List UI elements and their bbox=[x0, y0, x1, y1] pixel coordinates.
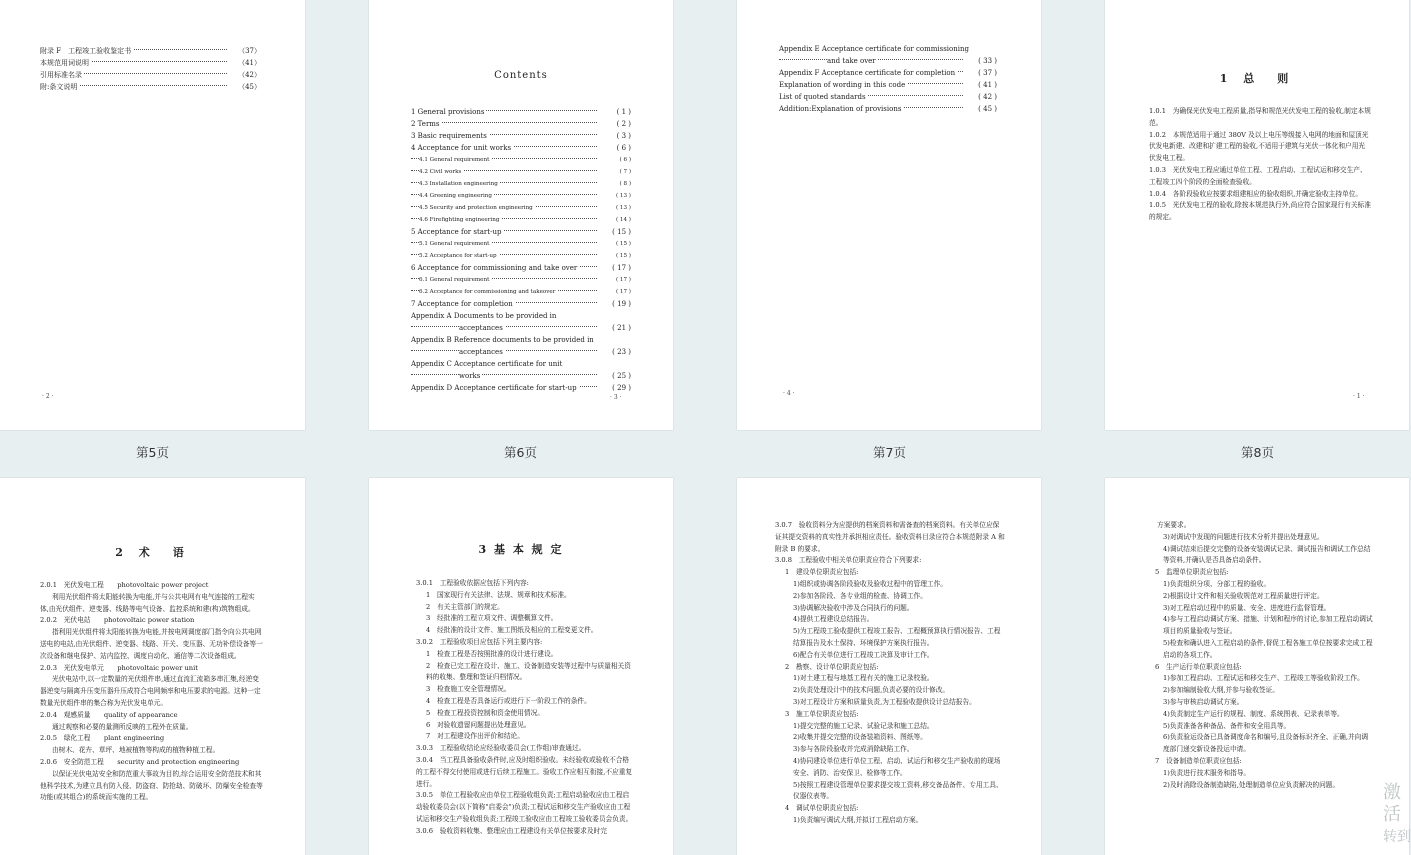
page-caption[interactable]: 第8页 bbox=[1241, 445, 1274, 460]
paragraph: 3)参与审核启动调试方案。 bbox=[1163, 697, 1244, 706]
toc-entry: acceptances ( 21 ) bbox=[411, 322, 631, 334]
paragraph: 7 设备制造单位职责应包括: bbox=[1155, 756, 1242, 765]
paragraph: 6)配合有关单位进行工程竣工决算及审计工作。 bbox=[793, 650, 934, 659]
page-number: · 3 · bbox=[610, 394, 622, 401]
thumb-page-10[interactable] bbox=[369, 478, 673, 855]
paragraph: 3)对工程启动过程中的质量、安全、进度进行监督管理。 bbox=[1163, 603, 1331, 612]
toc-entry: 引用标准名录 （42） bbox=[40, 71, 261, 79]
paragraph: 3.0.5 单位工程验收应由单位工程验收组负责;工程启动验收应由工程启动验收委员会(以下简称"启委会")负责;工程试运和移交生产验收应由工程试运和移交生产验收组负责;工程竣工验收应由工程竣工验收委员会负责。 bbox=[416, 791, 633, 823]
toc-entry: 7 Acceptance for completion ( 19 ) bbox=[411, 300, 631, 308]
paragraph: 1)参加工程启动、工程试运和移交生产、工程竣工等验收阶段工作。 bbox=[1163, 674, 1364, 683]
paragraph: 3.0.6 验收资料收集、整理应由工程建设有关单位按要求及时完 bbox=[416, 826, 607, 835]
paragraph: 4)参与工程启动调试方案、措施、计划和程序的讨论,参加工程启动调试项目的质量验收与签证。 bbox=[1163, 615, 1373, 636]
toc-entry: 6 Acceptance for commissioning and take over ( 17 ) bbox=[411, 264, 631, 272]
toc-entry: 1 General provisions ( 1 ) bbox=[411, 108, 631, 116]
paragraph: 1.0.3 光伏发电工程应通过单位工程、工程启动、工程试运和移交生产、工程竣工四个阶段的全面检查验收。 bbox=[1149, 165, 1367, 186]
paragraph: 2)根据设计文件和相关验收规范对工程质量进行评定。 bbox=[1163, 591, 1324, 600]
paragraph: 光伏电站中,以一定数量的光伏组件串,通过直流汇流箱多串汇集,经逆变器逆变与隔离升压变压器升压成符合电网频率和电压要求的电源。这种一定数量光伏组件串的集合称为光伏发电单元。 bbox=[40, 675, 261, 707]
page-caption[interactable]: 第6页 bbox=[504, 445, 537, 460]
paragraph: 由树木、花卉、草坪、地被植物等构成的植物种植工程。 bbox=[52, 746, 220, 755]
toc bbox=[411, 106, 631, 394]
toc-entry: 4.6 Firefighting engineering ( 14 ) bbox=[411, 214, 631, 226]
paragraph: 5)按照工程建设管理单位要求提交竣工资料,移交备品备件、专用工具、仪器仪表等。 bbox=[793, 780, 1003, 801]
thumb-page-5[interactable] bbox=[0, 0, 305, 430]
thumb-page-6[interactable] bbox=[369, 0, 673, 430]
paragraph: 3.0.1 工程验收依据应包括下列内容: bbox=[416, 579, 529, 587]
page-body bbox=[416, 578, 635, 838]
paragraph: 5 检查工程投资控制和资金使用情况。 bbox=[426, 708, 544, 717]
toc-entry: List of quoted standards ( 42 ) bbox=[779, 93, 997, 101]
paragraph: 3.0.3 工程验收结论应经验收委员会(工作组)审查通过。 bbox=[416, 744, 586, 753]
paragraph: 1)组织或协调各阶段验收及验收过程中的管理工作。 bbox=[793, 579, 947, 588]
toc-entry: Appendix F Acceptance certificate for completion ( 37 ) bbox=[779, 69, 997, 77]
paragraph: 2 勘察、设计单位职责应包括: bbox=[785, 662, 879, 671]
toc-entry: 附录 F 工程竣工验收鉴定书 （37） bbox=[40, 47, 261, 55]
toc-entry: Explanation of wording in this code ( 41 ) bbox=[779, 81, 997, 89]
paragraph: 方案要求。 bbox=[1157, 521, 1191, 529]
paragraph: 3.0.8 工程验收中相关单位职责应符合下列要求: bbox=[775, 556, 922, 565]
paragraph: 3)协调解决验收中涉及合同执行的问题。 bbox=[793, 603, 914, 612]
paragraph: 2 检查已完工程在设计、施工、设备制造安装等过程中与质量相关资料的收集、整理和签证归档情况。 bbox=[426, 661, 631, 682]
page-title: 3 基 本 规 定 bbox=[478, 543, 564, 556]
paragraph: 2.0.3 光伏发电单元 photovoltaic power unit bbox=[40, 663, 198, 672]
paragraph: 1.0.5 光伏发电工程的验收,除按本规范执行外,尚应符合国家现行有关标准的规定。 bbox=[1149, 201, 1371, 222]
paragraph: 2.0.2 光伏电站 photovoltaic power station bbox=[40, 616, 195, 625]
paragraph: 4)负责制定生产运行的规程、制度、系统图表、记录表单等。 bbox=[1163, 709, 1344, 718]
toc-entry: works ( 25 ) bbox=[411, 370, 631, 382]
page-title: 2 术 语 bbox=[115, 546, 190, 559]
toc-entry: 4 Acceptance for unit works ( 6 ) bbox=[411, 144, 631, 152]
toc-entry: acceptances ( 23 ) bbox=[411, 346, 631, 358]
paragraph: 1 检查工程是否按照批准的设计进行建设。 bbox=[426, 649, 558, 658]
toc-entry: 附:条文说明 （45） bbox=[40, 83, 261, 91]
paragraph: 指利用光伏组件将太阳能转换为电能,并按电网调度部门指令向公共电网送电的电站,由光伏组件、逆变器、线路、开关、变压器、无功补偿设备等一次设备和继电保护、站内监控、调度自动化、通信等二次设备组成。 bbox=[40, 628, 263, 660]
paragraph: 2.0.5 绿化工程 plant engineering bbox=[40, 734, 165, 743]
paragraph: 6 对验收遗留问题提出处理意见。 bbox=[426, 720, 531, 729]
page-body bbox=[1145, 520, 1373, 791]
paragraph: 3)对工程设计方案和质量负责,为工程验收提供设计总结报告。 bbox=[793, 697, 976, 706]
toc-entry: and take over ( 33 ) bbox=[779, 55, 997, 67]
toc-entry: 4.1 General requirement ( 6 ) bbox=[411, 154, 631, 166]
toc-entry: 6.2 Acceptance for commissioning and takeover ( 17 ) bbox=[411, 286, 631, 298]
paragraph: 1.0.2 本规范适用于通过 380V 及以上电压等级接入电网的地面和屋顶光伏发电新建、改建和扩建工程的验收,不适用于建筑与光伏一体化和户用光伏发电工程。 bbox=[1149, 130, 1369, 163]
thumb-page-11[interactable] bbox=[737, 478, 1041, 855]
paragraph: 1)提交完整的施工记录、试验记录和施工总结。 bbox=[793, 721, 934, 730]
page-body bbox=[40, 580, 263, 804]
paragraph: 2.0.4 观感质量 quality of appearance bbox=[40, 710, 178, 719]
thumb-page-8[interactable] bbox=[1105, 0, 1409, 430]
activation-watermark: 激活 转到 bbox=[1383, 782, 1411, 845]
paragraph: 2.0.6 安全防范工程 security and protection engineering bbox=[40, 757, 240, 766]
toc-entry: 5.1 General requirement ( 15 ) bbox=[411, 238, 631, 250]
paragraph: 5)负责准备各种备品、备件和安全用具等。 bbox=[1163, 721, 1291, 730]
paragraph: 以保证光伏电站安全和防范重大事故为目的,综合运用安全防范技术和其他科学技术,为建立具有防入侵、防盗窃、防抢劫、防破坏、防爆安全检查等功能(或其组合)的系统而实施的工程。 bbox=[40, 769, 263, 802]
paragraph: 2)负责处理设计中的技术问题,负责必要的设计修改。 bbox=[793, 686, 950, 695]
toc-entry: Appendix A Documents to be provided in bbox=[411, 312, 557, 320]
toc-entry: Appendix C Acceptance certificate for unit bbox=[411, 360, 563, 368]
paragraph: 4)提供工程建设总结报告。 bbox=[793, 615, 874, 624]
paragraph: 4 调试单位职责应包括: bbox=[785, 804, 859, 813]
toc-entry: 3 Basic requirements ( 3 ) bbox=[411, 132, 631, 140]
toc-entry: Addition:Explanation of provisions ( 45 ) bbox=[779, 105, 997, 113]
paragraph: 6 生产运行单位职责应包括: bbox=[1155, 662, 1242, 671]
toc-entry: 4.3 Installation engineering ( 8 ) bbox=[411, 178, 631, 190]
paragraph: 4 经批准的设计文件、施工图纸及相应的工程变更文件。 bbox=[426, 626, 598, 635]
paragraph: 2)参加各阶段、各专业组的检查、协调工作。 bbox=[793, 591, 927, 600]
paragraph: 7 对工程建设作出评价和结论。 bbox=[426, 732, 524, 741]
page-title: Contents bbox=[494, 70, 548, 81]
toc-entry: 4.2 Civil works ( 7 ) bbox=[411, 166, 631, 178]
paragraph: 1 国家现行有关法律、法规、规章和技术标准。 bbox=[426, 590, 571, 599]
toc-entry: Appendix E Acceptance certificate for commissioning bbox=[779, 45, 970, 53]
paragraph: 通过观察和必要的量测所反映的工程外在质量。 bbox=[52, 722, 193, 731]
paragraph: 5 监理单位职责应包括: bbox=[1155, 568, 1229, 577]
paragraph: 1.0.4 各阶段验收应按要求组建相应的验收组织,并确定验收主持单位。 bbox=[1149, 189, 1363, 198]
paragraph: 2)及时消除设备制造缺陷,处理制造单位应负责解决的问题。 bbox=[1163, 780, 1340, 789]
paragraph: 3)对调试中发现的问题进行技术分析并提出处理意见。 bbox=[1163, 532, 1324, 541]
toc-entry: 2 Terms ( 2 ) bbox=[411, 120, 631, 128]
thumb-page-7[interactable] bbox=[737, 0, 1041, 430]
paragraph: 2.0.1 光伏发电工程 photovoltaic power project bbox=[40, 581, 209, 589]
paragraph: 1)负责组织分项、分部工程的验收。 bbox=[1163, 579, 1271, 588]
page-body bbox=[775, 520, 1005, 827]
paragraph: 1)负责进行技术服务和指导。 bbox=[1163, 768, 1251, 777]
page-title: 1 总 则 bbox=[1219, 72, 1295, 85]
paragraph: 3 施工单位职责应包括: bbox=[785, 709, 859, 718]
paragraph: 4)调试结束后提交完整的设备安装调试记录、调试报告和调试工作总结等资料,并确认是否具备启动条件。 bbox=[1163, 544, 1371, 565]
paragraph: 1 建设单位职责应包括: bbox=[785, 568, 859, 577]
toc-entry: 4.5 Security and protection engineering ( 13 ) bbox=[411, 202, 631, 214]
toc-entry: 5.2 Acceptance for start-up ( 15 ) bbox=[411, 250, 631, 262]
paragraph: 2)参加编制验收大纲,并参与验收签证。 bbox=[1163, 686, 1279, 695]
page-number: · 1 · bbox=[1353, 393, 1365, 400]
paragraph: 5)为工程竣工验收提供工程竣工报告、工程概预算执行情况报告、工程结算报告及水土保持、环境保护方案执行报告。 bbox=[793, 627, 1001, 647]
page-caption[interactable]: 第7页 bbox=[873, 445, 906, 460]
paragraph: 3.0.7 验收资料分为应提供的档案资料和需备查的档案资料。有关单位应保证其提交资料的真实性并承担相应责任。验收资料目录应符合本规范附录 A 和附录 B 的要求。 bbox=[775, 521, 1005, 553]
toc-entry: Appendix B Reference documents to be provided in bbox=[411, 336, 594, 344]
page-number: · 2 · bbox=[42, 393, 54, 400]
thumb-page-9[interactable] bbox=[0, 478, 305, 855]
paragraph: 3.0.4 当工程具备验收条件时,应及时组织验收。未经验收或验收不合格的工程不得交付使用或进行后续工程施工。验收工作应相互衔接,不应重复进行。 bbox=[416, 755, 633, 788]
paragraph: 3 经批准的工程立项文件、调整概算文件。 bbox=[426, 614, 558, 623]
page-body bbox=[1149, 106, 1371, 224]
toc-entry: 6.1 General requirement ( 17 ) bbox=[411, 274, 631, 286]
paragraph: 4)协同建设单位进行单位工程、启动、试运行和移交生产验收前的现场安全、消防、治安保卫、检修等工作。 bbox=[793, 756, 1001, 777]
toc bbox=[40, 45, 261, 93]
paragraph: 5)检查和确认进入工程启动的条件,督促工程各施工单位按要求完成工程启动的各项工作。 bbox=[1163, 638, 1373, 659]
paragraph: 3)参与各阶段验收并完成消除缺陷工作。 bbox=[793, 745, 914, 754]
toc bbox=[779, 43, 997, 115]
page-caption[interactable]: 第5页 bbox=[136, 445, 169, 460]
page-number: · 4 · bbox=[783, 390, 795, 397]
paragraph: 3 检查施工安全管理情况。 bbox=[426, 685, 511, 694]
paragraph: 2)收集并提交完整的设备装箱资料、图纸等。 bbox=[793, 733, 927, 742]
paragraph: 4 检查工程是否具备运行或进行下一阶段工作的条件。 bbox=[426, 696, 591, 705]
thumb-page-12[interactable] bbox=[1105, 478, 1409, 855]
paragraph: 利用光伏组件将太阳能转换为电能,并与公共电网有电气连接的工程实体,由光伏组件、逆变器、线路等电气设备、监控系统和建(构)筑物组成。 bbox=[40, 592, 255, 613]
paragraph: 1)对土建工程与地基工程有关的施工记录校验。 bbox=[793, 674, 934, 683]
toc-entry: 4.4 Greening engineering ( 13 ) bbox=[411, 190, 631, 202]
paragraph: 1)负责编写调试大纲,并拟订工程启动方案。 bbox=[793, 815, 923, 824]
paragraph: 3.0.2 工程验收项目应包括下列主要内容: bbox=[416, 637, 543, 646]
toc-entry: 本规范用词说明 （41） bbox=[40, 59, 261, 67]
paragraph: 2 有关主管部门的规定。 bbox=[426, 602, 504, 611]
paragraph: 1.0.1 为确保光伏发电工程质量,指导和规范光伏发电工程的验收,制定本规范。 bbox=[1149, 107, 1371, 127]
paragraph: 6)负责验运设备已具备调度命名和编号,且设备标识齐全、正确,并向调度部门递交新设备投运申请。 bbox=[1163, 733, 1369, 754]
toc-entry: Appendix D Acceptance certificate for start-up ( 29 ) bbox=[411, 384, 631, 392]
toc-entry: 5 Acceptance for start-up ( 15 ) bbox=[411, 228, 631, 236]
